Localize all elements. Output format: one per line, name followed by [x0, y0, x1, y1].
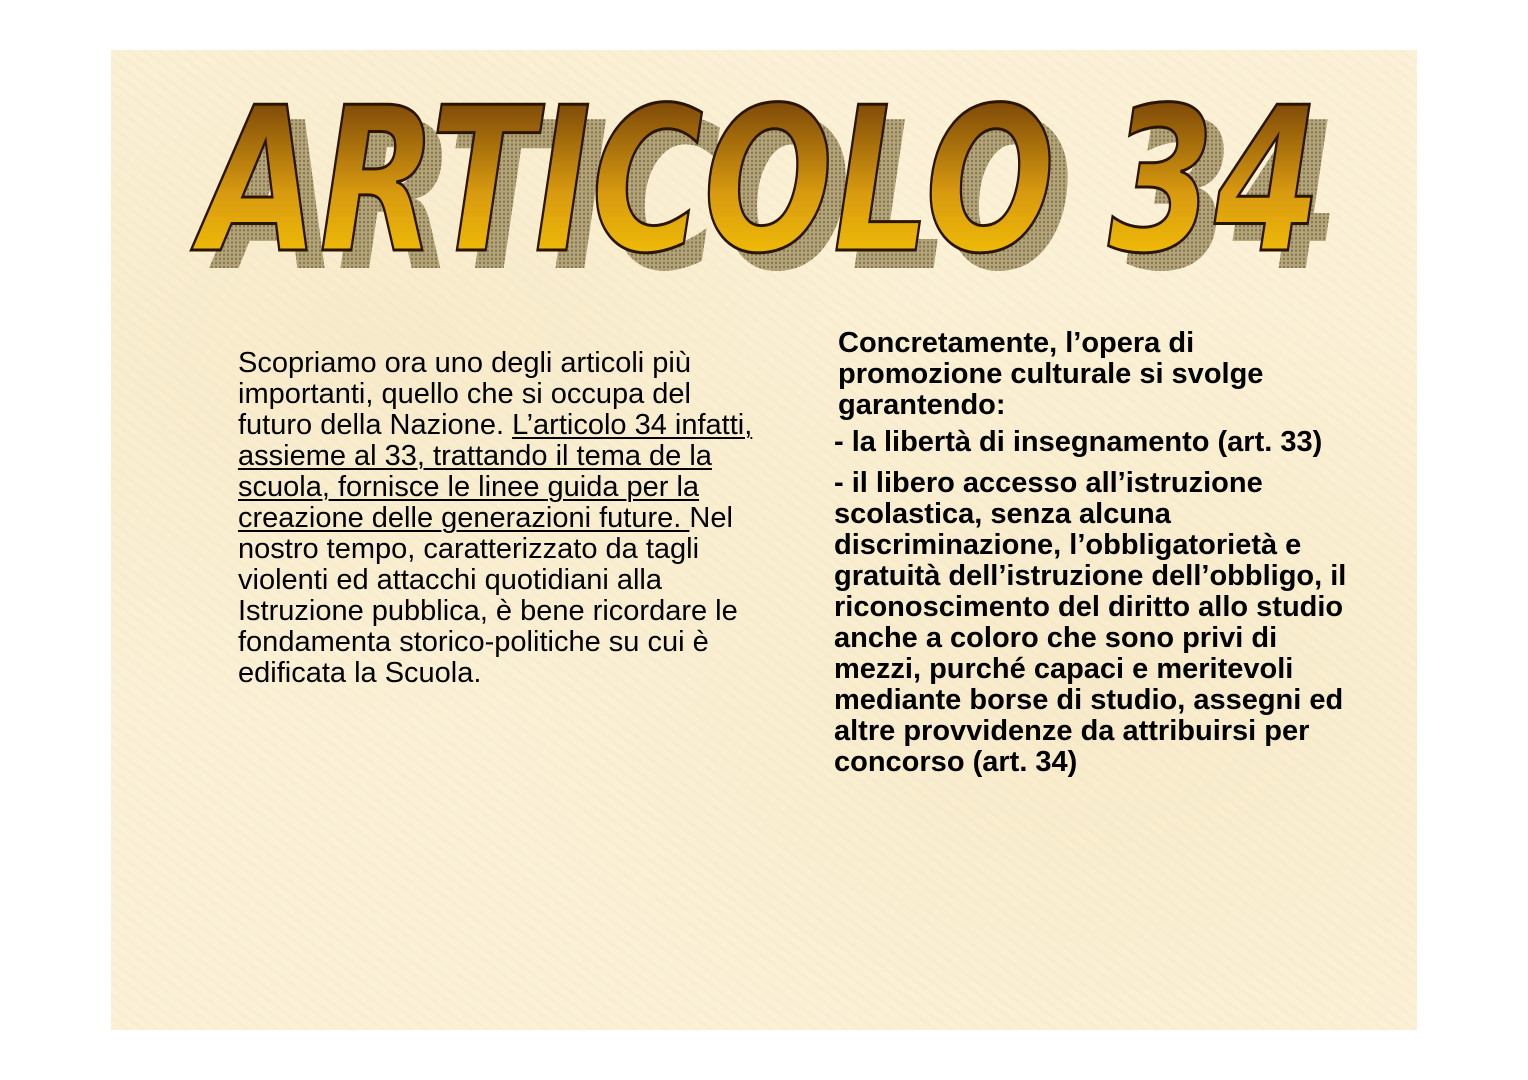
- left-intro-text: Scopriamo ora uno degli articoli più importanti, quello che si occupa del futuro della Nazione.: [238, 347, 691, 441]
- left-paragraph: [238, 348, 758, 689]
- left-text-block: [238, 348, 758, 689]
- underlined-text: L’articolo 34 infatti, assieme al 33, trattando il tema de la scuola, fornisce le linee guida per la creazione delle generazioni future.: [238, 409, 753, 534]
- list-item-1: - la libertà di insegnamento (art. 33): [834, 426, 1323, 458]
- wordart-title: [171, 65, 1351, 320]
- title-shadow: ARTICOLO 34: [208, 78, 1339, 317]
- list-item-2: - il libero accesso all’istruzione scolastica, senza alcuna discriminazione, l’obbligatorietà e gratuità dell’istruzione dell’obbligo, il riconoscimento del diritto allo studio anche a coloro che sono privi di mezzi, purché capaci e meritevoli mediante borse di studio, assegni ed altre provvidenze da attribuirsi per concorso (art. 34): [834, 467, 1347, 778]
- slide-title: [171, 65, 1351, 320]
- right-intro: Concretamente, l’opera di promozione culturale si svolge garantendo:: [838, 327, 1264, 421]
- title-text: ARTICOLO 34: [191, 65, 1321, 298]
- right-text-block: [834, 328, 1354, 788]
- slide: [111, 50, 1417, 1030]
- left-rest-text: Nel nostro tempo, caratterizzato da tagli violenti ed attacchi quotidiani alla Istruzione pubblica, è bene ricordare le fondamenta storico-politiche su cui è edificata la Scuola.: [238, 502, 738, 689]
